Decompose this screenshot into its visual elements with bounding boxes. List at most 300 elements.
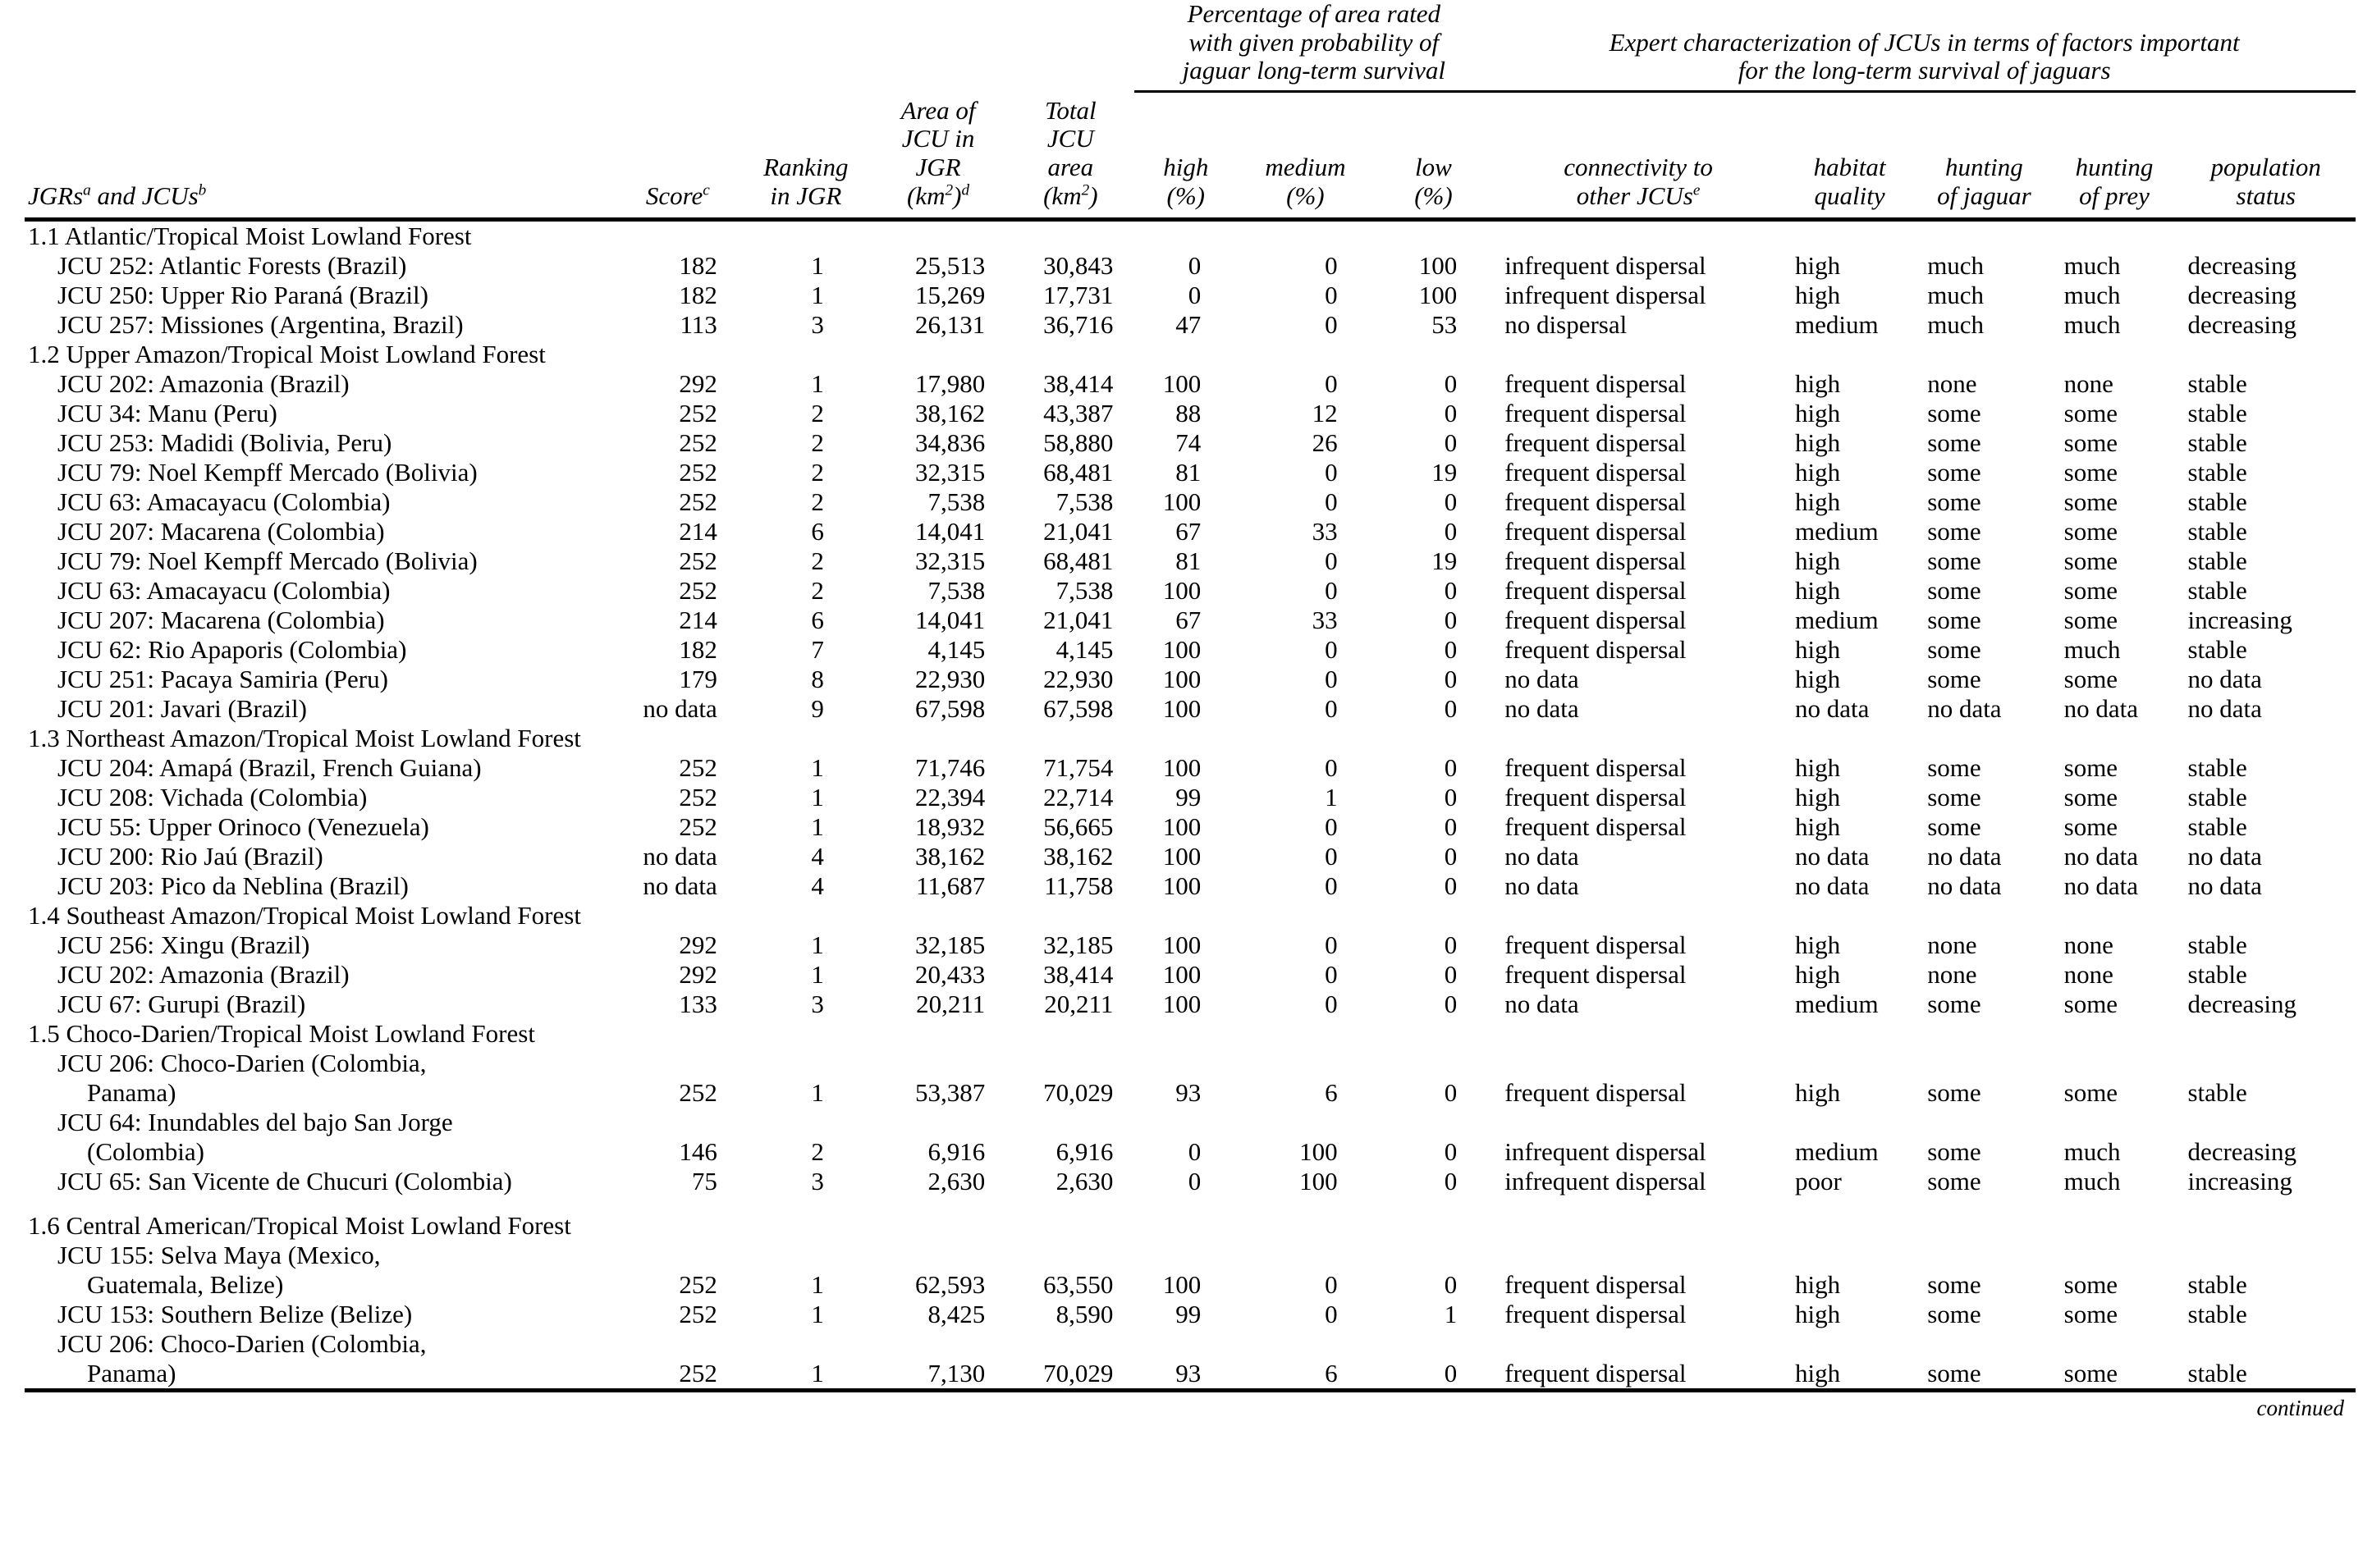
cell-total-jcu-area: 11,758: [1044, 871, 1114, 900]
cell-jcu-name: JCU 65: San Vicente de Chucuri (Colombia): [57, 1166, 512, 1195]
cell-jcu-name: JCU 64: Inundables del bajo San Jorge: [57, 1107, 453, 1136]
group-header-blank: [25, 0, 1134, 92]
cell-ranking: 1: [811, 930, 824, 959]
cell-jcu-name: JCU 203: Pico da Neblina (Brazil): [57, 871, 409, 900]
cell-jcu-name: JCU 204: Amapá (Brazil, French Guiana): [57, 752, 482, 782]
footer-rule: [25, 1390, 2356, 1392]
cell-low-pct: 0: [1444, 368, 1458, 398]
cell-total-jcu-area: 17,731: [1043, 280, 1114, 309]
cell-population-status: stable: [2187, 575, 2247, 605]
table-row: [25, 1137, 2356, 1167]
cell-low-pct: 0: [1444, 664, 1458, 693]
cell-connectivity: infrequent dispersal: [1504, 1166, 1706, 1195]
table-row: [25, 694, 2356, 724]
cell-hunting-of-jaguar: no data: [1927, 871, 2002, 900]
cell-jcu-name: JCU 207: Macarena (Colombia): [57, 516, 385, 546]
table-row: [25, 990, 2356, 1019]
cell-score: 214: [679, 605, 717, 634]
table-row: [25, 1359, 2356, 1391]
cell-high-pct: 0: [1188, 250, 1202, 280]
cell-area-jcu-in-jgr: 7,130: [927, 1358, 986, 1387]
cell-hunting-of-jaguar: some: [1927, 634, 1981, 664]
cell-habitat-quality: high: [1794, 1358, 1841, 1387]
cell-ranking: 4: [811, 871, 824, 900]
cell-ranking: 1: [811, 250, 824, 280]
cell-population-status: decreasing: [2187, 280, 2296, 309]
table-row: [25, 487, 2356, 517]
cell-population-status: [2176, 1049, 2356, 1078]
cell-high-pct: 100: [1162, 368, 1202, 398]
cell-total-jcu-area: 32,185: [1043, 930, 1114, 959]
column-header-row: [25, 92, 2356, 217]
cell-habitat-quality: medium: [1794, 989, 1879, 1018]
cell-medium-pct: 0: [1325, 634, 1338, 664]
cell-connectivity: infrequent dispersal: [1504, 280, 1706, 309]
cell-jcu-name: JCU 257: Missiones (Argentina, Brazil): [57, 309, 464, 339]
cell-population-status: increasing: [2187, 605, 2292, 634]
cell-low-pct: 100: [1418, 250, 1458, 280]
cell-population-status: stable: [2187, 457, 2247, 487]
cell-area-jcu-in-jgr: [870, 1108, 1006, 1137]
cell-ranking: [742, 1049, 870, 1078]
table-row: [25, 930, 2356, 960]
cell-ranking: 2: [811, 457, 824, 487]
cell-jcu-name: JCU 79: Noel Kempff Mercado (Bolivia): [57, 546, 478, 575]
cell-ranking: 7: [811, 634, 824, 664]
cell-total-jcu-area: 22,714: [1043, 782, 1114, 811]
cell-score: 252: [679, 782, 717, 811]
cell-connectivity: no data: [1504, 871, 1579, 900]
cell-score: 252: [679, 575, 717, 605]
cell-habitat-quality: [1784, 1108, 1916, 1137]
section-header-label: 1.6 Central American/Tropical Moist Lowland Forest: [28, 1210, 571, 1240]
cell-medium-pct: 100: [1299, 1166, 1338, 1195]
cell-hunting-of-jaguar: much: [1927, 309, 1985, 339]
table-footer: [25, 1390, 2356, 1392]
column-header-area-jcu-in-jgr: Area of JCU in JGR $(km^2)^d$: [900, 95, 976, 210]
group-header-percentage-line3: jaguar long-term survival: [1182, 56, 1445, 85]
cell-hunting-of-jaguar: none: [1927, 368, 1977, 398]
group-header-percentage-line1: Percentage of area rated: [1187, 0, 1441, 28]
cell-area-jcu-in-jgr: 67,598: [915, 693, 986, 723]
cell-total-jcu-area: [1006, 1049, 1134, 1078]
cell-total-jcu-area: 43,387: [1043, 398, 1114, 427]
cell-total-jcu-area: 21,041: [1043, 605, 1114, 634]
table-row: [25, 1108, 2356, 1137]
cell-jcu-name: JCU 206: Choco-Darien (Colombia,: [57, 1048, 427, 1077]
cell-population-status: decreasing: [2187, 989, 2296, 1018]
group-header-expert-line2: for the long-term survival of jaguars: [1738, 56, 2111, 85]
cell-connectivity: frequent dispersal: [1504, 398, 1687, 427]
cell-ranking: 2: [811, 546, 824, 575]
cell-high-pct: [1134, 1108, 1237, 1137]
footnote-marker-e: e: [1692, 181, 1701, 199]
table-row: [25, 1329, 2356, 1359]
cell-population-status: stable: [2187, 1299, 2247, 1328]
table-row: [25, 1300, 2356, 1329]
cell-area-jcu-in-jgr: 38,162: [915, 398, 986, 427]
cell-medium-pct: 26: [1312, 427, 1338, 457]
table-row: [25, 576, 2356, 606]
cell-habitat-quality: high: [1794, 664, 1841, 693]
cell-hunting-of-jaguar: some: [1927, 398, 1981, 427]
cell-ranking: 2: [811, 398, 824, 427]
cell-score: 252: [679, 1358, 717, 1387]
cell-population-status: decreasing: [2187, 1136, 2296, 1166]
cell-population-status: increasing: [2187, 1166, 2292, 1195]
cell-medium-pct: [1237, 1241, 1373, 1270]
cell-jcu-name: JCU 153: Southern Belize (Belize): [57, 1299, 413, 1328]
cell-area-jcu-in-jgr: 53,387: [915, 1077, 986, 1107]
cell-low-pct: 0: [1444, 752, 1458, 782]
cell-connectivity: frequent dispersal: [1504, 427, 1687, 457]
cell-medium-pct: [1237, 1049, 1373, 1078]
cell-high-pct: 100: [1162, 959, 1202, 989]
cell-area-jcu-in-jgr: 20,433: [915, 959, 986, 989]
cell-score: 133: [679, 989, 717, 1018]
cell-population-status: stable: [2187, 752, 2247, 782]
cell-score: 252: [679, 546, 717, 575]
cell-hunting-of-prey: [2053, 1241, 2177, 1270]
spacer-row: [25, 1196, 2356, 1211]
cell-total-jcu-area: 38,162: [1043, 841, 1114, 871]
cell-hunting-of-jaguar: no data: [1927, 693, 2002, 723]
cell-habitat-quality: [1784, 1049, 1916, 1078]
cell-hunting-of-jaguar: some: [1927, 1077, 1981, 1107]
cell-ranking: 3: [811, 1166, 824, 1195]
cell-area-jcu-in-jgr: 7,538: [927, 575, 986, 605]
cell-high-pct: 81: [1175, 546, 1202, 575]
column-header-total-jcu-area: Total JCU area $(km^2)$: [1043, 95, 1098, 210]
cell-total-jcu-area: 4,145: [1055, 634, 1114, 664]
cell-low-pct: 0: [1444, 398, 1458, 427]
section-header-row: [25, 1211, 2356, 1241]
cell-high-pct: 47: [1175, 309, 1202, 339]
cell-score: 252: [679, 752, 717, 782]
cell-medium-pct: 0: [1325, 457, 1338, 487]
cell-population-status: stable: [2187, 427, 2247, 457]
cell-score: 252: [679, 487, 717, 516]
cell-habitat-quality: high: [1794, 1269, 1841, 1299]
table-row: [25, 960, 2356, 990]
cell-total-jcu-area: 21,041: [1043, 516, 1114, 546]
cell-hunting-of-prey: some: [2063, 487, 2118, 516]
cell-hunting-of-jaguar: some: [1927, 487, 1981, 516]
cell-hunting-of-prey: much: [2063, 250, 2121, 280]
cell-medium-pct: 0: [1325, 546, 1338, 575]
cell-medium-pct: 0: [1325, 989, 1338, 1018]
cell-area-jcu-in-jgr: 20,211: [916, 989, 986, 1018]
cell-connectivity: frequent dispersal: [1504, 1269, 1687, 1299]
group-header-row: [25, 0, 2356, 92]
column-header-medium: medium (%): [1265, 153, 1346, 210]
table-row: [25, 281, 2356, 310]
cell-hunting-of-prey: none: [2063, 959, 2113, 989]
cell-hunting-of-prey: no data: [2063, 871, 2139, 900]
cell-medium-pct: 0: [1325, 930, 1338, 959]
cell-hunting-of-prey: some: [2063, 811, 2118, 841]
cell-ranking: 1: [811, 1358, 824, 1387]
cell-high-pct: 0: [1188, 1166, 1202, 1195]
cell-high-pct: 100: [1162, 664, 1202, 693]
cell-hunting-of-prey: none: [2063, 368, 2113, 398]
cell-ranking: 2: [811, 427, 824, 457]
cell-area-jcu-in-jgr: 4,145: [927, 634, 986, 664]
cell-population-status: [2176, 1329, 2356, 1359]
cell-area-jcu-in-jgr: 32,315: [915, 546, 986, 575]
cell-hunting-of-jaguar: some: [1927, 1269, 1981, 1299]
cell-total-jcu-area: 56,665: [1043, 811, 1114, 841]
section-header-label: 1.3 Northeast Amazon/Tropical Moist Lowland Forest: [28, 723, 581, 752]
cell-hunting-of-jaguar: some: [1927, 752, 1981, 782]
cell-population-status: stable: [2187, 1269, 2247, 1299]
cell-hunting-of-prey: some: [2063, 605, 2118, 634]
cell-habitat-quality: high: [1794, 575, 1841, 605]
cell-connectivity: frequent dispersal: [1504, 1077, 1687, 1107]
cell-ranking: 6: [811, 516, 824, 546]
cell-low-pct: 0: [1444, 634, 1458, 664]
cell-population-status: no data: [2187, 871, 2262, 900]
cell-medium-pct: 0: [1325, 664, 1338, 693]
cell-total-jcu-area: 2,630: [1055, 1166, 1114, 1195]
cell-low-pct: 0: [1444, 487, 1458, 516]
cell-hunting-of-jaguar: some: [1927, 546, 1981, 575]
cell-hunting-of-jaguar: some: [1927, 605, 1981, 634]
cell-jcu-name: JCU 63: Amacayacu (Colombia): [57, 575, 391, 605]
cell-habitat-quality: no data: [1794, 693, 1870, 723]
cell-area-jcu-in-jgr: [870, 1241, 1006, 1270]
cell-low-pct: 0: [1444, 1358, 1458, 1387]
spacer-cell: [25, 1196, 2356, 1211]
cell-score: 252: [679, 1077, 717, 1107]
cell-score: 252: [679, 811, 717, 841]
cell-hunting-of-prey: much: [2063, 1136, 2121, 1166]
cell-hunting-of-jaguar: some: [1927, 811, 1981, 841]
cell-total-jcu-area: 20,211: [1044, 989, 1114, 1018]
cell-hunting-of-prey: [2053, 1329, 2177, 1359]
table-row: [25, 1241, 2356, 1270]
cell-total-jcu-area: 6,916: [1055, 1136, 1114, 1166]
cell-score: 252: [679, 398, 717, 427]
cell-low-pct: [1374, 1329, 1494, 1359]
cell-habitat-quality: high: [1794, 398, 1841, 427]
cell-area-jcu-in-jgr: [870, 1329, 1006, 1359]
cell-jcu-name: JCU 202: Amazonia (Brazil): [57, 959, 350, 989]
cell-total-jcu-area: 38,414: [1043, 959, 1114, 989]
cell-habitat-quality: high: [1794, 457, 1841, 487]
cell-area-jcu-in-jgr: 26,131: [915, 309, 986, 339]
cell-medium-pct: 1: [1325, 782, 1338, 811]
cell-score: no data: [643, 693, 717, 723]
cell-ranking: [742, 1108, 870, 1137]
cell-total-jcu-area: 68,481: [1043, 457, 1114, 487]
table-row: [25, 606, 2356, 635]
cell-total-jcu-area: 8,590: [1055, 1299, 1114, 1328]
cell-low-pct: 0: [1444, 959, 1458, 989]
cell-score: 182: [679, 634, 717, 664]
cell-hunting-of-prey: much: [2063, 309, 2121, 339]
cell-area-jcu-in-jgr: 17,980: [915, 368, 986, 398]
cell-ranking: [742, 1241, 870, 1270]
cell-hunting-of-prey: some: [2063, 427, 2118, 457]
section-header-label: 1.4 Southeast Amazon/Tropical Moist Lowland Forest: [28, 900, 581, 930]
cell-habitat-quality: high: [1794, 634, 1841, 664]
group-header-percentage-line2: with given probability of: [1188, 27, 1440, 57]
cell-population-status: stable: [2187, 1358, 2247, 1387]
cell-total-jcu-area: 36,716: [1043, 309, 1114, 339]
cell-high-pct: [1134, 1049, 1237, 1078]
cell-connectivity: no data: [1504, 989, 1579, 1018]
cell-hunting-of-jaguar: some: [1927, 1358, 1981, 1387]
table-row: [25, 871, 2356, 901]
cell-jcu-name: Guatemala, Belize): [87, 1269, 284, 1299]
cell-low-pct: 0: [1444, 782, 1458, 811]
cell-score: 292: [679, 368, 717, 398]
cell-area-jcu-in-jgr: 32,185: [915, 930, 986, 959]
cell-area-jcu-in-jgr: 32,315: [915, 457, 986, 487]
cell-connectivity: no data: [1504, 664, 1579, 693]
cell-hunting-of-prey: some: [2063, 1358, 2118, 1387]
cell-ranking: 1: [811, 280, 824, 309]
cell-score: 75: [691, 1166, 717, 1195]
cell-ranking: 1: [811, 1299, 824, 1328]
cell-connectivity: [1493, 1108, 1784, 1137]
cell-population-status: stable: [2187, 811, 2247, 841]
column-header-connectivity: connectivity to other JCUs$^e$: [1564, 153, 1713, 210]
cell-connectivity: frequent dispersal: [1504, 959, 1687, 989]
cell-hunting-of-prey: some: [2063, 782, 2118, 811]
cell-low-pct: 0: [1444, 427, 1458, 457]
cell-ranking: 8: [811, 664, 824, 693]
cell-connectivity: frequent dispersal: [1504, 487, 1687, 516]
cell-hunting-of-jaguar: some: [1927, 575, 1981, 605]
cell-area-jcu-in-jgr: 25,513: [915, 250, 986, 280]
cell-ranking: 2: [811, 1136, 824, 1166]
cell-medium-pct: 0: [1325, 487, 1338, 516]
table-row: [25, 812, 2356, 842]
column-header-low: low (%): [1414, 153, 1453, 210]
cell-area-jcu-in-jgr: 8,425: [927, 1299, 986, 1328]
cell-high-pct: 93: [1175, 1077, 1202, 1107]
cell-population-status: decreasing: [2187, 309, 2296, 339]
cell-connectivity: no dispersal: [1504, 309, 1628, 339]
table-row: [25, 1167, 2356, 1196]
cell-ranking: 2: [811, 487, 824, 516]
cell-score: 252: [679, 457, 717, 487]
cell-habitat-quality: high: [1794, 250, 1841, 280]
cell-habitat-quality: high: [1794, 487, 1841, 516]
cell-connectivity: frequent dispersal: [1504, 782, 1687, 811]
cell-low-pct: 0: [1444, 575, 1458, 605]
cell-hunting-of-prey: much: [2063, 1166, 2121, 1195]
cell-high-pct: [1134, 1329, 1237, 1359]
cell-total-jcu-area: [1006, 1241, 1134, 1270]
cell-hunting-of-jaguar: none: [1927, 959, 1977, 989]
cell-habitat-quality: no data: [1794, 841, 1870, 871]
column-header-hunting-of-prey: hunting of prey: [2075, 153, 2154, 210]
cell-connectivity: no data: [1504, 693, 1579, 723]
cell-habitat-quality: high: [1794, 1077, 1841, 1107]
cell-score: 252: [679, 1299, 717, 1328]
cell-medium-pct: 6: [1325, 1077, 1338, 1107]
cell-total-jcu-area: [1006, 1108, 1134, 1137]
cell-population-status: stable: [2187, 959, 2247, 989]
cell-jcu-name: JCU 252: Atlantic Forests (Brazil): [57, 250, 407, 280]
table-row: [25, 399, 2356, 428]
cell-ranking: 9: [811, 693, 824, 723]
cell-connectivity: frequent dispersal: [1504, 457, 1687, 487]
cell-high-pct: 88: [1175, 398, 1202, 427]
cell-connectivity: infrequent dispersal: [1504, 1136, 1706, 1166]
cell-ranking: 1: [811, 811, 824, 841]
cell-medium-pct: 6: [1325, 1358, 1338, 1387]
cell-hunting-of-jaguar: some: [1927, 427, 1981, 457]
cell-medium-pct: [1237, 1329, 1373, 1359]
cell-area-jcu-in-jgr: 6,916: [927, 1136, 986, 1166]
cell-connectivity: frequent dispersal: [1504, 1299, 1687, 1328]
table-row: [25, 783, 2356, 812]
cell-jcu-name: JCU 62: Rio Apaporis (Colombia): [57, 634, 407, 664]
table-row: [25, 1270, 2356, 1300]
cell-connectivity: [1493, 1329, 1784, 1359]
cell-medium-pct: 0: [1325, 575, 1338, 605]
cell-area-jcu-in-jgr: 22,394: [915, 782, 986, 811]
table-row: [25, 428, 2356, 458]
cell-population-status: stable: [2187, 546, 2247, 575]
cell-low-pct: 19: [1431, 457, 1458, 487]
cell-area-jcu-in-jgr: 14,041: [915, 516, 986, 546]
cell-high-pct: 81: [1175, 457, 1202, 487]
cell-high-pct: 100: [1162, 487, 1202, 516]
cell-population-status: no data: [2187, 693, 2262, 723]
cell-low-pct: 100: [1418, 280, 1458, 309]
cell-high-pct: 100: [1162, 989, 1202, 1018]
cell-jcu-name: (Colombia): [87, 1136, 204, 1166]
cell-connectivity: frequent dispersal: [1504, 1358, 1687, 1387]
cell-hunting-of-jaguar: [1916, 1241, 2052, 1270]
cell-score: 252: [679, 427, 717, 457]
cell-jcu-name: JCU 207: Macarena (Colombia): [57, 605, 385, 634]
cell-hunting-of-prey: some: [2063, 398, 2118, 427]
cell-score: 214: [679, 516, 717, 546]
cell-hunting-of-prey: some: [2063, 752, 2118, 782]
cell-ranking: 3: [811, 309, 824, 339]
cell-jcu-name: JCU 34: Manu (Peru): [57, 398, 277, 427]
cell-hunting-of-prey: some: [2063, 457, 2118, 487]
cell-connectivity: frequent dispersal: [1504, 811, 1687, 841]
cell-high-pct: 100: [1162, 693, 1202, 723]
cell-low-pct: 0: [1444, 693, 1458, 723]
cell-low-pct: 0: [1444, 1166, 1458, 1195]
cell-hunting-of-jaguar: some: [1927, 1299, 1981, 1328]
cell-medium-pct: 0: [1325, 841, 1338, 871]
cell-area-jcu-in-jgr: 71,746: [915, 752, 986, 782]
cell-population-status: stable: [2187, 634, 2247, 664]
cell-total-jcu-area: 67,598: [1043, 693, 1114, 723]
cell-population-status: decreasing: [2187, 250, 2296, 280]
table-row: [25, 1049, 2356, 1078]
cell-high-pct: 0: [1188, 1136, 1202, 1166]
cell-habitat-quality: medium: [1794, 1136, 1879, 1166]
cell-connectivity: [1493, 1241, 1784, 1270]
cell-medium-pct: 33: [1312, 516, 1338, 546]
group-header-percentage: [1134, 0, 1493, 92]
cell-score: [614, 1049, 742, 1078]
cell-medium-pct: 0: [1325, 280, 1338, 309]
cell-low-pct: 0: [1444, 841, 1458, 871]
cell-medium-pct: 33: [1312, 605, 1338, 634]
section-header-label: 1.2 Upper Amazon/Tropical Moist Lowland Forest: [28, 339, 546, 368]
